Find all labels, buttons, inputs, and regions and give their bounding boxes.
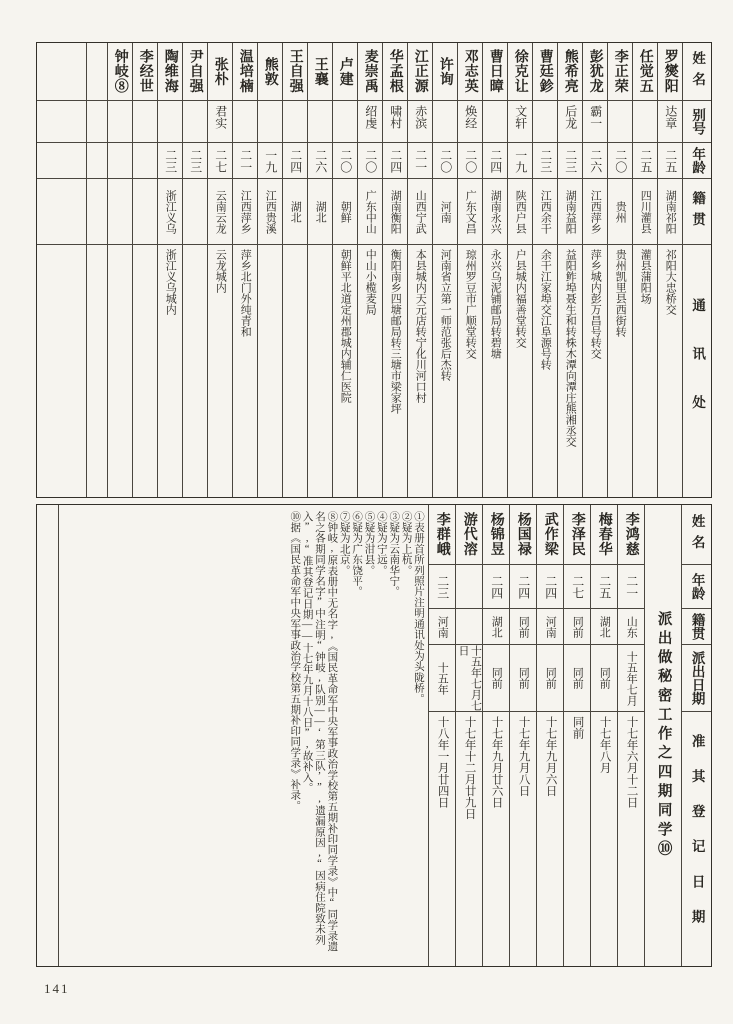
student-column: [532, 43, 557, 497]
student-registration-date: 十七年九月八日: [517, 716, 530, 797]
student-native-place: 江西萍乡: [233, 179, 257, 245]
student-alias: [183, 101, 207, 143]
student-contact-address: 河南省立第一师范张后杰转: [439, 249, 452, 381]
empty-column: [37, 505, 58, 966]
student-contact-address: [258, 245, 282, 497]
student-native-place: 广东文昌: [458, 179, 482, 245]
student-dispatch-date: 十五年七月七日: [457, 645, 482, 711]
student-alias: 焕经: [458, 101, 482, 143]
student-age: 二四: [537, 565, 563, 609]
student-age: 二〇: [433, 143, 457, 179]
student-native-place: 江西贵溪: [258, 179, 282, 245]
footnote: ⑩据《国民革命军中央军事政治学校第五期补印同学录》补录。: [289, 511, 301, 811]
student-age: 二五: [658, 143, 682, 179]
student-contact-address: 祁阳大忠桥交: [664, 249, 677, 315]
student-contact-address: [283, 245, 307, 497]
student-native-place: 湖南永兴: [483, 179, 507, 245]
student-contact-address: 琼州罗豆市广顺堂转交: [464, 249, 477, 359]
student-column: [590, 505, 617, 966]
student-age: 二〇: [458, 143, 482, 179]
student-name: 尹自强: [183, 43, 207, 101]
student-name: 温培楠: [233, 43, 257, 101]
student-name: 李泽民: [564, 505, 590, 565]
student-name: 李经世: [133, 43, 157, 101]
student-column: [407, 43, 432, 497]
header-age: 年龄: [682, 565, 711, 609]
student-column: [455, 505, 482, 966]
student-dispatch-date: 同前: [591, 645, 617, 712]
student-name: 任觉五: [633, 43, 657, 101]
student-age: 二三: [533, 143, 557, 179]
header-age: 年龄: [683, 143, 711, 179]
student-alias: [233, 101, 257, 143]
student-column: [432, 43, 457, 497]
student-contact-address: 余干江家埠交江阜源号转: [539, 249, 552, 370]
student-name: 陶维海: [158, 43, 182, 101]
student-native-place: 河南: [433, 179, 457, 245]
student-age: 二七: [208, 143, 232, 179]
student-registration-date: 十七年九月六日: [544, 716, 557, 797]
student-alias: 啸村: [383, 101, 407, 143]
student-name: 钟岐⑧: [108, 43, 132, 101]
student-age: 二〇: [333, 143, 357, 179]
header-registered: 准其登记日期: [689, 733, 705, 945]
student-native-place: 四川灌县: [633, 179, 657, 245]
student-registration-date: 同前: [571, 716, 584, 739]
student-column: [557, 43, 582, 497]
student-native-place: 湖北: [283, 179, 307, 245]
student-native-place: [108, 179, 132, 245]
student-alias: [433, 101, 457, 143]
student-column: [382, 43, 407, 497]
student-name: 王襄: [308, 43, 332, 101]
student-dispatch-date: 同前: [510, 645, 536, 712]
student-name: 李群峨: [429, 505, 455, 565]
table-fifth-class-roster: [36, 42, 712, 498]
student-column: [657, 43, 682, 497]
student-column: [257, 43, 282, 497]
header-native: 籍贯: [683, 179, 711, 245]
student-contact-address: [308, 245, 332, 497]
student-dispatch-date: 十五年: [429, 645, 455, 712]
student-name: 许询: [433, 43, 457, 101]
header-dispatched: 派出日期: [682, 645, 711, 712]
student-contact-address: 益阳鲊埠聂生和转株木潭向潭庄熊湘丞交: [564, 249, 577, 447]
student-native-place: 湖北: [308, 179, 332, 245]
student-column: [182, 43, 207, 497]
table2-title-column: [644, 505, 681, 966]
student-column: [582, 43, 607, 497]
student-alias: [633, 101, 657, 143]
student-registration-date: 十七年九月廿六日: [490, 716, 503, 808]
student-column: [563, 505, 590, 966]
student-alias: [483, 101, 507, 143]
footnote: ⑥疑为广东饶平。: [351, 511, 363, 597]
student-dispatch-date: 十五年七月: [618, 645, 644, 712]
student-native-place: [456, 609, 482, 645]
header-contact: 通讯处: [690, 298, 706, 444]
student-contact-address: 萍乡城内彭万昌号转交: [589, 249, 602, 359]
student-native-place: 江西萍乡: [583, 179, 607, 245]
student-age: 二〇: [608, 143, 632, 179]
student-name: 杨国禄: [510, 505, 536, 565]
student-age: 二五: [633, 143, 657, 179]
student-alias: [108, 101, 132, 143]
student-alias: [608, 101, 632, 143]
footnote: ④疑为宁远。: [375, 511, 387, 576]
student-alias: 达章: [658, 101, 682, 143]
student-age: [133, 143, 157, 179]
student-alias: [533, 101, 557, 143]
student-native-place: 浙江义乌: [158, 179, 182, 245]
student-contact-address: 户县城内福善堂转交: [514, 249, 527, 348]
student-age: 二五: [591, 565, 617, 609]
student-age: 二四: [283, 143, 307, 179]
table2-header-column: [681, 505, 711, 966]
student-contact-address: 萍乡北门外纯青和: [239, 249, 252, 337]
student-age: 二四: [483, 143, 507, 179]
student-age: 二七: [564, 565, 590, 609]
student-contact-address: [133, 245, 157, 497]
student-name: 李正荣: [608, 43, 632, 101]
student-age: 二四: [510, 565, 536, 609]
student-native-place: 同前: [510, 609, 536, 645]
student-dispatch-date: 同前: [564, 645, 590, 712]
student-name: 梅春华: [591, 505, 617, 565]
footnotes-block: [288, 511, 424, 957]
student-contact-address: 浙江义乌城内: [164, 249, 177, 315]
empty-column: [86, 43, 107, 497]
student-native-place: 河南: [537, 609, 563, 645]
header-alias: 别号: [683, 101, 711, 143]
student-native-place: 江西余干: [533, 179, 557, 245]
student-age: 二三: [558, 143, 582, 179]
student-age: 二六: [308, 143, 332, 179]
footnote: ②疑为上杭。: [400, 511, 412, 576]
empty-column: [37, 43, 86, 497]
student-alias: [133, 101, 157, 143]
student-alias: [258, 101, 282, 143]
student-native-place: 山东: [618, 609, 644, 645]
student-column: [482, 505, 509, 966]
student-column: [428, 505, 455, 966]
student-column: [509, 505, 536, 966]
student-contact-address: 灌县蒲阳场: [639, 249, 652, 304]
student-contact-address: 朝鲜平北道定州郡城内辅仁医院: [339, 249, 352, 403]
student-age: 二一: [618, 565, 644, 609]
student-name: 熊敦: [258, 43, 282, 101]
student-name: 罗爕阳: [658, 43, 682, 101]
student-age: 二四: [383, 143, 407, 179]
student-name: 武作梁: [537, 505, 563, 565]
student-name: 杨锦昱: [483, 505, 509, 565]
header-native: 籍贯: [682, 609, 711, 645]
table1-header-column: [682, 43, 711, 497]
student-name: 曹日暲: [483, 43, 507, 101]
student-name: 邓志英: [458, 43, 482, 101]
student-column: [507, 43, 532, 497]
student-name: 华孟根: [383, 43, 407, 101]
student-name: 张朴: [208, 43, 232, 101]
student-alias: 后龙: [558, 101, 582, 143]
student-name: 江正源: [408, 43, 432, 101]
student-age: 二四: [483, 565, 509, 609]
student-name: 游代溶: [456, 505, 482, 565]
student-column: [482, 43, 507, 497]
student-name: 曹廷鉁: [533, 43, 557, 101]
student-column: [307, 43, 332, 497]
student-age: [456, 565, 482, 609]
student-native-place: 湖北: [483, 609, 509, 645]
student-native-place: 河南: [429, 609, 455, 645]
student-column: [536, 505, 563, 966]
student-column: [357, 43, 382, 497]
student-age: 二六: [583, 143, 607, 179]
student-contact-address: 本县城内天元店转宁化川河口村: [414, 249, 427, 403]
student-name: 熊希亮: [558, 43, 582, 101]
footnote: ⑤疑为泔县。: [363, 511, 375, 576]
student-contact-address: 中山小榄麦局: [364, 249, 377, 315]
student-name: 卢建: [333, 43, 357, 101]
student-alias: 赤滨: [408, 101, 432, 143]
student-column: [332, 43, 357, 497]
student-column: [607, 43, 632, 497]
header-name: 姓名: [682, 505, 711, 565]
student-registration-date: 十七年八月: [598, 716, 611, 774]
student-native-place: [133, 179, 157, 245]
student-alias: 君实: [208, 101, 232, 143]
student-column: [617, 505, 644, 966]
student-contact-address: 贵州凯里县西街转: [614, 249, 627, 337]
student-alias: 绍虔: [358, 101, 382, 143]
student-name: 麦崇禹: [358, 43, 382, 101]
footnote: ①表册首所列照片注明通讯处为头陇桥。: [413, 511, 424, 704]
student-contact-address: [108, 245, 132, 497]
footnote: ⑦疑为北京。: [338, 511, 350, 576]
student-column: [232, 43, 257, 497]
header-name: 姓名: [683, 43, 711, 101]
student-dispatch-date: 同前: [483, 645, 509, 712]
page-number: 141: [44, 981, 70, 996]
student-column: [457, 43, 482, 497]
student-native-place: 湖南衡阳: [383, 179, 407, 245]
student-age: 一九: [508, 143, 532, 179]
footnotes-area: [58, 505, 428, 966]
student-column: [132, 43, 157, 497]
footnote: ⑧钟岐,原表册中无名字,《国民革命军中央军事政治学校第五期补印同学录》中“同学录遗名之各期同学名字”中注明“钟岐,队别——‘第三队’”,遗漏原因,“因病住院致未列入”,“准其登记日期——十七年九月十八日”,故补入。: [301, 511, 338, 952]
student-column: [282, 43, 307, 497]
student-age: [108, 143, 132, 179]
student-alias: [308, 101, 332, 143]
student-column: [632, 43, 657, 497]
student-native-place: 山西宁武: [408, 179, 432, 245]
student-age: 二三: [183, 143, 207, 179]
table2-title: 派出做秘密工作之四期同学⑩: [655, 611, 672, 860]
student-native-place: 湖北: [591, 609, 617, 645]
student-alias: 霸一: [583, 101, 607, 143]
student-age: 二一: [408, 143, 432, 179]
student-registration-date: 十七年十二月廿九日: [463, 716, 476, 820]
student-contact-address: 永兴乌泥铺邮局转碧塘: [489, 249, 502, 359]
student-name: 彭犹龙: [583, 43, 607, 101]
student-registration-date: 十七年六月十二日: [625, 716, 638, 808]
student-alias: [333, 101, 357, 143]
student-name: 王自强: [283, 43, 307, 101]
student-native-place: 陕西户县: [508, 179, 532, 245]
student-contact-address: [183, 245, 207, 497]
student-column: [157, 43, 182, 497]
student-native-place: 湖南益阳: [558, 179, 582, 245]
student-contact-address: 云龙城内: [214, 249, 227, 293]
student-column: [107, 43, 132, 497]
student-alias: 文轩: [508, 101, 532, 143]
student-age: 一九: [258, 143, 282, 179]
student-alias: [158, 101, 182, 143]
student-native-place: 云南云龙: [208, 179, 232, 245]
student-native-place: 朝鲜: [333, 179, 357, 245]
student-column: [207, 43, 232, 497]
student-name: 李鸿慈: [618, 505, 644, 565]
student-alias: [283, 101, 307, 143]
student-age: 二三: [429, 565, 455, 609]
student-dispatch-date: 同前: [537, 645, 563, 712]
student-registration-date: 十八年一月廿四日: [436, 716, 449, 808]
student-age: 二一: [233, 143, 257, 179]
student-age: 二〇: [358, 143, 382, 179]
student-native-place: 同前: [564, 609, 590, 645]
student-age: 二三: [158, 143, 182, 179]
student-native-place: 贵州: [608, 179, 632, 245]
student-native-place: 广东中山: [358, 179, 382, 245]
student-contact-address: 衡阳南乡四塘邮局转三塘市梁家坪: [389, 249, 402, 414]
student-name: 徐克让: [508, 43, 532, 101]
footnote: ③疑为云南华宁。: [388, 511, 400, 597]
table-secret-work-classmates: [36, 504, 712, 967]
student-native-place: 湖南祁阳: [658, 179, 682, 245]
student-native-place: [183, 179, 207, 245]
